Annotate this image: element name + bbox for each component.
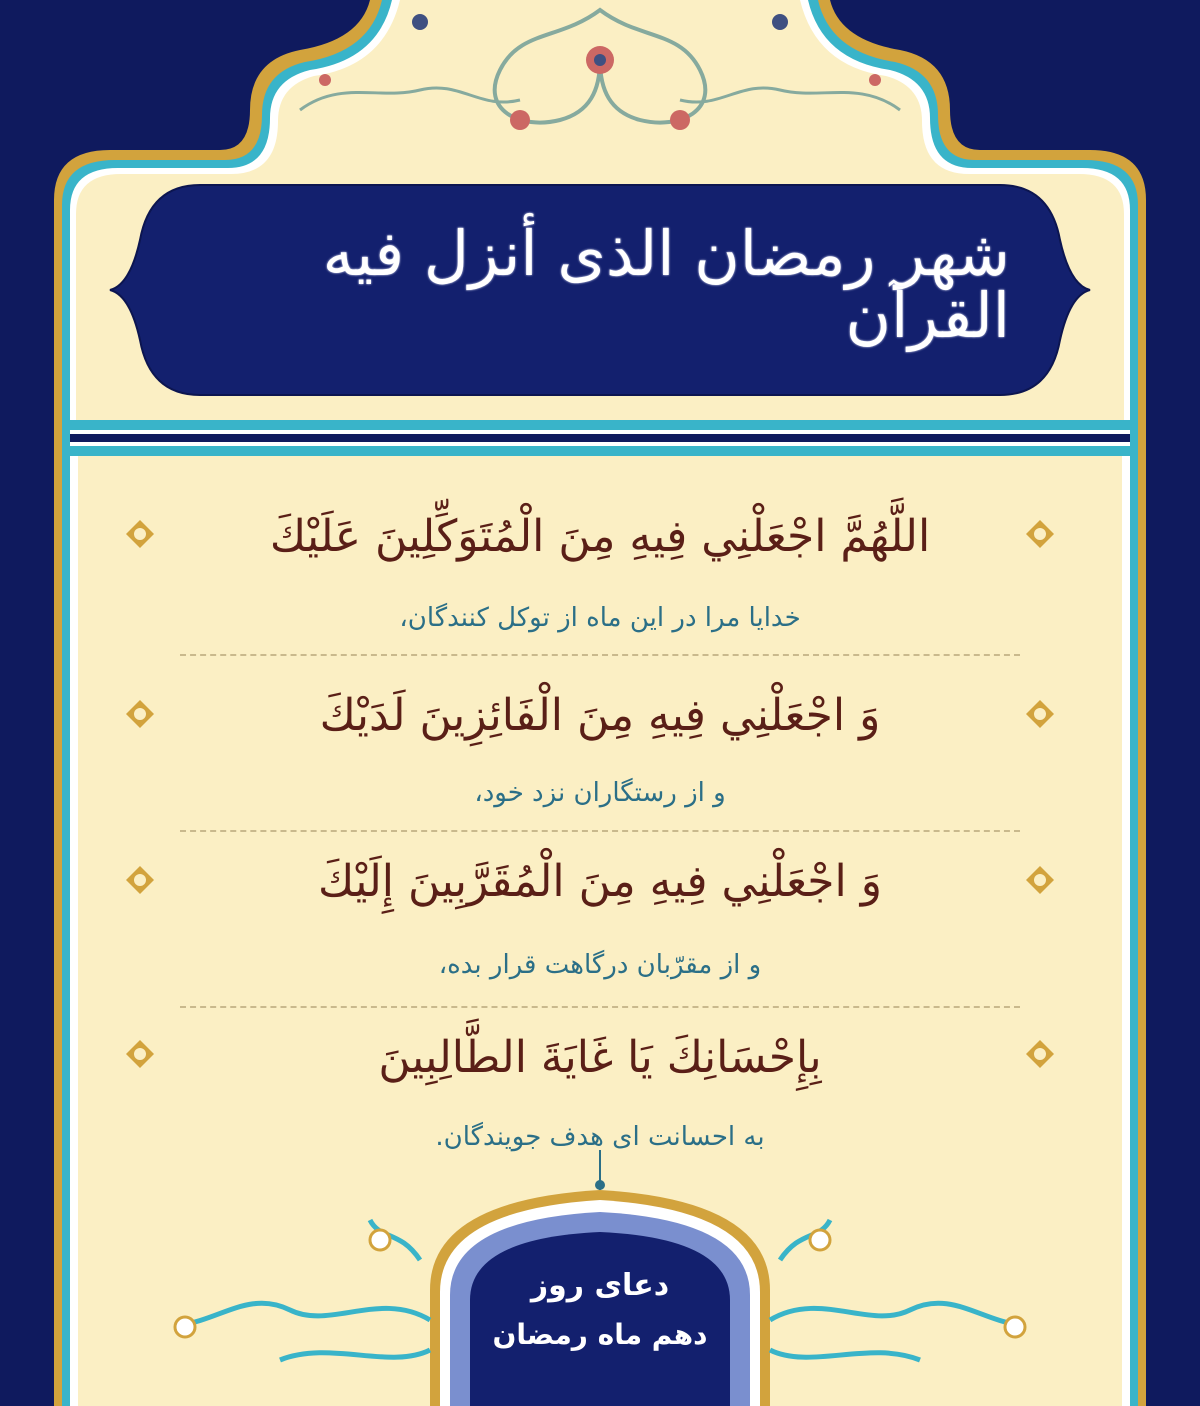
persian-translation: به احسانت ای هدف جویندگان.: [435, 1122, 765, 1152]
divider: [180, 654, 1020, 656]
divider: [180, 830, 1020, 832]
page-title: شهر رمضان الذی أنزل فیه القرآن: [322, 217, 1010, 352]
badge-title: دعای روز: [530, 1268, 670, 1303]
arabic-verse: وَ اجْعَلْنِي فِيهِ مِنَ الْفَائِزِينَ لَدَيْكَ: [319, 690, 881, 741]
persian-translation: و از رستگاران نزد خود،: [474, 778, 726, 808]
persian-translation: خدایا مرا در این ماه از توکل کنندگان،: [399, 603, 801, 633]
persian-translation: و از مقرّبان درگاهت قرار بده،: [438, 950, 762, 980]
badge-subtitle: دهم ماه رمضان: [492, 1318, 708, 1351]
verse-block: [110, 680, 1090, 820]
arabic-verse: وَ اجْعَلْنِي فِيهِ مِنَ الْمُقَرَّبِينَ إِلَيْكَ: [318, 856, 882, 907]
verse-block: [110, 505, 1090, 645]
divider: [180, 1006, 1020, 1008]
arabic-verse: بِإِحْسَانِكَ يَا غَايَةَ الطَّالِبِينَ: [378, 1032, 822, 1083]
arabic-verse: اللَّهُمَّ اجْعَلْنِي فِيهِ مِنَ الْمُتَوَكِّلِينَ عَلَيْكَ: [269, 511, 931, 562]
verse-block: [110, 848, 1090, 988]
verse-block: [110, 1022, 1090, 1162]
